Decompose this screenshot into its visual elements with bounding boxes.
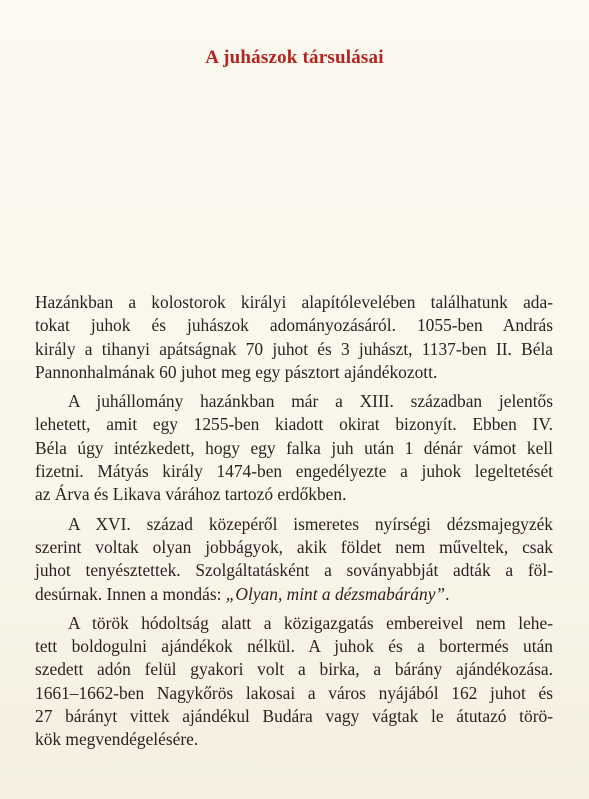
- quoted-saying: „Olyan, mint a dézsmabárány”: [225, 583, 446, 604]
- text-line: szedett adón felül gyakori volt a birka, a bárány ajándékozása.: [35, 659, 553, 680]
- paragraph-1: [35, 291, 553, 384]
- text-line: tett boldogulni ajándékok nélkül. A juhok és a bortermés után: [35, 636, 553, 657]
- text-line: Pannonhalmának 60 juhot meg egy pásztort ajándékozott.: [35, 361, 438, 382]
- text-line: lehetett, amit egy 1255-ben kiadott okirat bizonyít. Ebben IV.: [35, 414, 553, 435]
- text-line: az Árva és Likava várához tartozó erdőkben.: [35, 484, 347, 505]
- text-line: Hazánkban a kolostorok királyi alapítólevelében találhatunk ada-: [35, 292, 553, 312]
- text-line: szerint voltak olyan jobbágyok, akik földet nem műveltek, csak: [35, 536, 553, 557]
- text-line: kök megvendégelésére.: [35, 729, 199, 750]
- text-line: A török hódoltság alatt a közigazgatás embereivel nem lehe-: [68, 612, 553, 633]
- text-line: desúrnak. Innen a mondás: „Olyan, mint a dézsmabárány”.: [35, 583, 450, 604]
- text-line: A juhállomány hazánkban már a XIII. században jelentős: [68, 391, 553, 412]
- text-line: király a tihanyi apátságnak 70 juhot és 3 juhászt, 1137-ben II. Béla: [35, 338, 553, 359]
- paragraph-2: [35, 390, 553, 506]
- page-title: A juhászok társulásai: [205, 47, 384, 68]
- text-line: A XVI. század közepéről ismeretes nyírségi dézsmajegyzék: [68, 513, 553, 534]
- paragraph-4: [35, 612, 553, 752]
- text-line: fizetni. Mátyás király 1474-ben engedélyezte a juhok legeltetését: [35, 461, 553, 482]
- text-line: 27 bárányt vittek ajándékul Budára vagy vágtak le átutazó törö-: [35, 706, 553, 727]
- text-line: Béla úgy intézkedett, hogy egy falka juh után 1 dénár vámot kell: [35, 437, 553, 458]
- paragraph-3: [35, 513, 553, 606]
- body-text: [35, 291, 553, 758]
- text-line: juhot tenyésztettek. Szolgáltatásként a soványabbját adták a föl-: [35, 560, 553, 581]
- text-line: tokat juhok és juhászok adományozásáról. 1055-ben András: [35, 315, 553, 336]
- text-line: 1661–1662-ben Nagykőrös lakosai a város nyájából 162 juhot és: [35, 682, 553, 703]
